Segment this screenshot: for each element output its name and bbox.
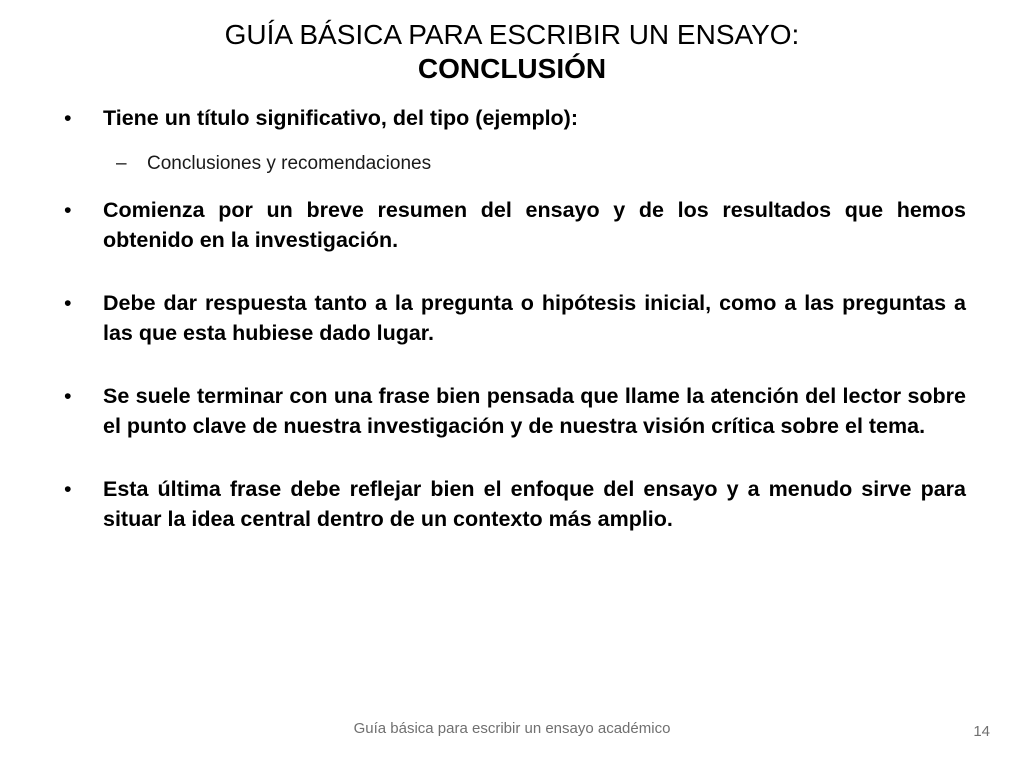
sub-bullet-text: Conclusiones y recomendaciones	[147, 153, 432, 174]
bullet-marker: •	[64, 477, 72, 501]
page-number: 14	[973, 723, 990, 740]
bullet-text: Comienza por un breve resumen del ensayo y de los resultados que hemos obtenido en la investigación.	[103, 198, 966, 252]
bullet-marker: •	[64, 198, 72, 222]
slide-title	[120, 18, 904, 86]
bullet-marker: •	[64, 291, 72, 315]
sub-bullet-item	[62, 151, 966, 177]
bullet-item-closing	[62, 381, 966, 441]
slide-footer: Guía básica para escribir un ensayo académico	[353, 720, 671, 737]
bullet-item-summary	[62, 195, 966, 255]
bullet-marker: •	[64, 384, 72, 408]
bullet-item-last-sentence	[62, 474, 966, 534]
bullet-item-title	[62, 103, 966, 133]
bullet-text: Se suele terminar con una frase bien pensada que llame la atención del lector sobre el punto clave de nuestra investigación y de nuestra visión crítica sobre el tema.	[103, 384, 966, 438]
sub-bullet-marker: –	[116, 153, 127, 174]
bullet-marker: •	[64, 106, 72, 130]
bullet-text: Esta última frase debe reflejar bien el enfoque del ensayo y a menudo sirve para situar la idea central dentro de un contexto más amplio.	[103, 477, 966, 531]
title-line-sub: CONCLUSIÓN	[417, 53, 607, 84]
bullet-item-answer	[62, 288, 966, 348]
title-line-main: GUÍA BÁSICA PARA ESCRIBIR UN ENSAYO:	[224, 19, 800, 50]
bullet-text: Tiene un título significativo, del tipo (ejemplo):	[103, 106, 579, 130]
bullet-text: Debe dar respuesta tanto a la pregunta o hipótesis inicial, como a las preguntas a las que esta hubiese dado lugar.	[103, 291, 966, 345]
bullet-list	[62, 103, 966, 534]
